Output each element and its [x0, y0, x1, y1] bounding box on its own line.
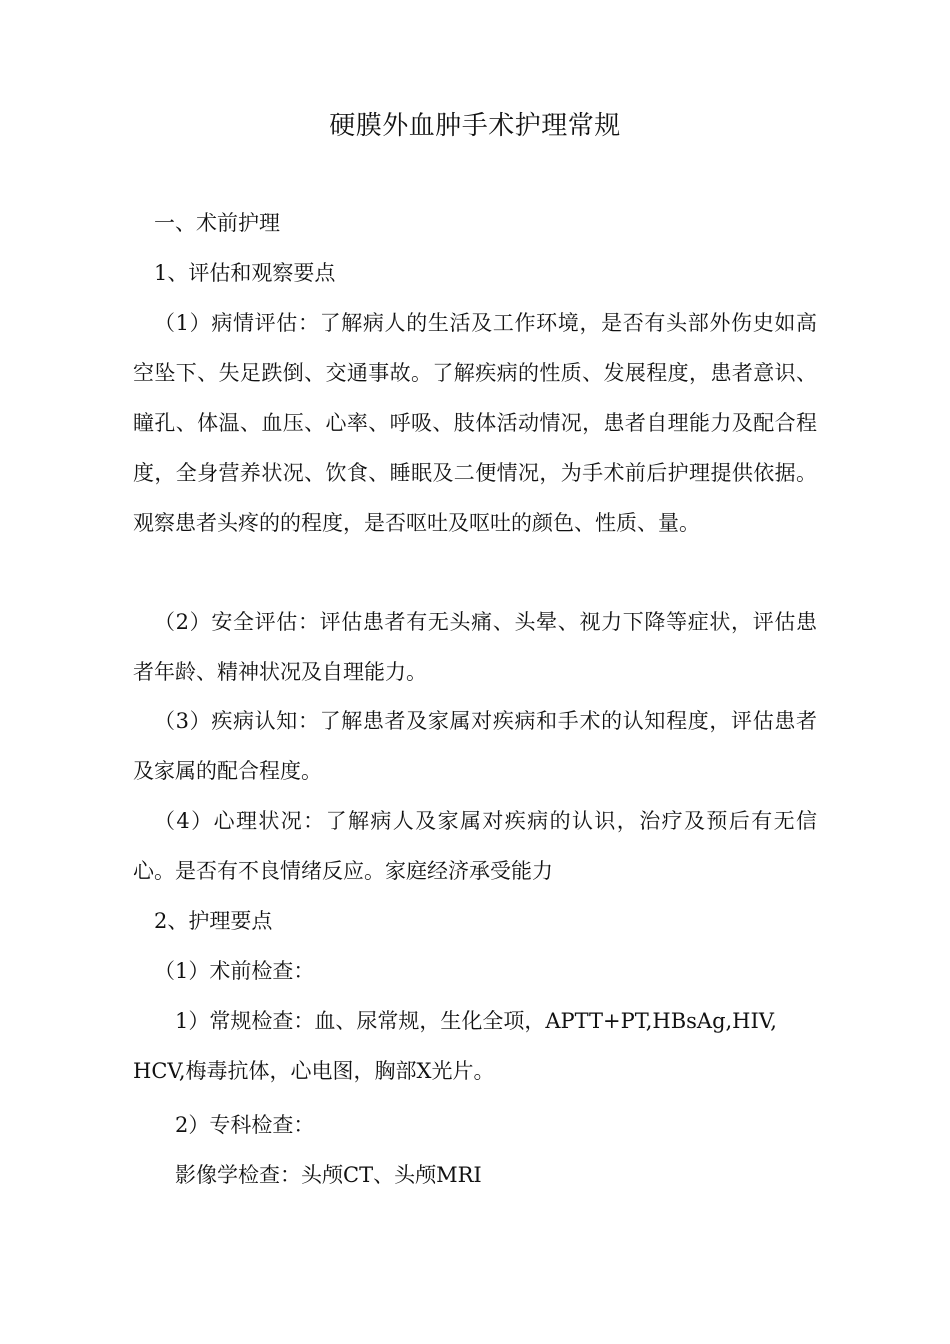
- pre-exam-heading: （1）术前检查：: [154, 959, 315, 983]
- routine-exam-line-2: HCV,梅毒抗体，心电图，胸部X光片。: [133, 1059, 495, 1083]
- routine-exam-line-1: 1）常规检查：血、尿常规，生化全项，APTT+PT,HBsAg,HIV,: [175, 1009, 777, 1033]
- page-title: 硬膜外血肿手术护理常规: [329, 111, 621, 141]
- special-exam-heading: 2）专科检查：: [175, 1113, 315, 1137]
- paragraph-psychological-status: （4）心理状况：了解病人及家属对疾病的认识，治疗及预后有无信心。是否有不良情绪反应。家庭经济承受能力: [133, 809, 817, 883]
- paragraph-condition-assessment: （1）病情评估：了解病人的生活及工作环境，是否有头部外伤史如高空坠下、失足跌倒、交通事故。了解疾病的性质、发展程度，患者意识、瞳孔、体温、血压、心率、呼吸、肢体活动情况，患者自理能力及配合程度，全身营养状况、饮食、睡眠及二便情况，为手术前后护理提供依据。观察患者头疼的的程度，是否呕吐及呕吐的颜色、性质、量。: [133, 311, 817, 535]
- subheading-nursing-points: 2、护理要点: [154, 909, 273, 933]
- paragraph-safety-assessment: （2）安全评估：评估患者有无头痛、头晕、视力下降等症状，评估患者年龄、精神状况及自理能力。: [133, 610, 817, 684]
- section-heading-preop: 一、术前护理: [154, 211, 280, 235]
- subheading-assessment: 1、评估和观察要点: [154, 261, 336, 285]
- imaging-exam-line: 影像学检查：头颅CT、头颅MRI: [175, 1163, 482, 1187]
- paragraph-disease-cognition: （3）疾病认知：了解患者及家属对疾病和手术的认知程度，评估患者及家属的配合程度。: [133, 709, 817, 783]
